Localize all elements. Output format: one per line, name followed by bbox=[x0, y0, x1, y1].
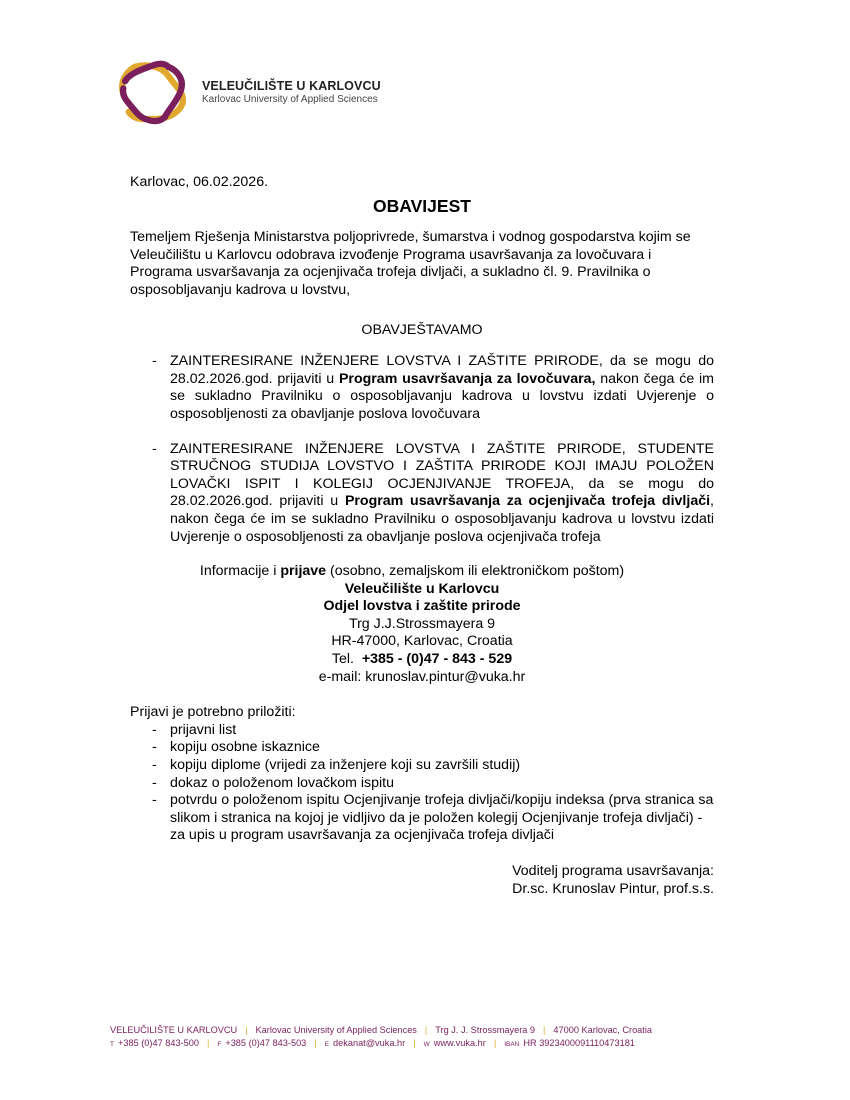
requirement-text: potvrdu o položenom ispitu Ocjenjivanje trofeja divljači/kopiju indeksa (prva stranica sa slikom i stranica na kojoj je vidljivo da je položen kolegij Ocjenjivanje trofeja divljači) - za upis u program usavršavanja za ocjenjivača trofeja divljači bbox=[170, 792, 714, 844]
list-item bbox=[130, 792, 714, 845]
contact-info-text: Informacije i bbox=[199, 563, 281, 580]
list-item bbox=[130, 757, 714, 775]
program-name: Program usavršavanja za lovočuvara, bbox=[338, 370, 596, 387]
contact-info-text: (osobno, zemaljskom ili elektroničkom poštom) bbox=[326, 563, 625, 580]
institution-name: Veleučilište u Karlovcu bbox=[344, 580, 500, 597]
bullet-text: , nakon čega će im se sukladno Pravilniku o osposobljavanju kadrova u lovstvu izdati Uvjerenje o osposobljenosti za obavljanje poslova ocjenjivača trofeja bbox=[170, 493, 714, 545]
intro-paragraph: Temeljem Rješenja Ministarstva poljoprivrede, šumarstva i vodnog gospodarstva kojim se Veleučilištu u Karlovcu odobrava izvođenje Programa usavršavanja za lovočuvara i Programa usvaršavanja za ocjenjivača trofeja divljači, a sukladno čl. 9. Pravilnika o osposobljavanju kadrova u lovstvu, bbox=[130, 229, 691, 298]
contact-info-bold: prijave bbox=[280, 563, 327, 580]
hexagonal-knot-logo-icon bbox=[112, 56, 194, 128]
bullet-text: ZAINTERESIRANE INŽENJERE LOVSTVA I ZAŠTITE PRIRODE, STUDENTE STRUČNOG STUDIJA LOVSTVO I ZAŠTITA PRIRODE KOJI IMAJU POLOŽEN LOVAČKI ISPIT I KOLEGIJ OCJENJIVANJE TROFEJA, da se mogu do 28.02.2026.god. prijaviti u bbox=[170, 440, 714, 510]
requirement-text: prijavni list bbox=[170, 721, 237, 738]
letterhead-footer: VELEUČILIŠTE U KARLOVCU | Karlovac University of Applied Sciences | Trg J. J. Strossmayera 9 | 47000 Karlovac, Croatia T +385 (0)47 843-500 | F +385 (0)47 843-503 | E dekanat@vuka.hr | W www.vuka.hr | IBAN HR 3923400091110473181 bbox=[110, 1025, 652, 1048]
signature-role: Voditelj programa usavršavanja: bbox=[512, 863, 714, 879]
dash-bullet-icon: - bbox=[152, 440, 157, 457]
list-item bbox=[130, 722, 714, 740]
list-item bbox=[130, 353, 714, 423]
dash-bullet-icon: - bbox=[152, 792, 157, 809]
signature-block bbox=[130, 863, 714, 898]
document-date: Karlovac, 06.02.2026. bbox=[130, 174, 269, 190]
letterhead bbox=[112, 56, 381, 128]
email-label: E bbox=[324, 1041, 330, 1048]
bullet-text: nakon čega će im se sukladno Pravilniku o osposobljavanju kadrova u lovstvu izdati Uvjerenje o osposobljenosti za obavljanje poslova lovočuvara bbox=[170, 370, 714, 422]
bullet-text: ZAINTERESIRANE INŽENJERE LOVSTVA I ZAŠTITE PRIRODE, da se mogu do 28.02.2026.god. prijaviti u bbox=[170, 353, 714, 387]
dash-bullet-icon: - bbox=[152, 353, 157, 370]
requirement-text: dokaz o položenom lovačkom ispitu bbox=[170, 774, 394, 791]
list-item bbox=[130, 441, 714, 547]
footer-street: Trg J. J. Strossmayera 9 bbox=[435, 1025, 536, 1035]
dash-bullet-icon: - bbox=[152, 739, 157, 756]
email-link[interactable]: krunoslav.pintur@vuka.hr bbox=[365, 668, 526, 685]
footer-institution: VELEUČILIŠTE U KARLOVCU bbox=[110, 1025, 238, 1035]
iban-label: IBAN bbox=[504, 1041, 520, 1048]
contact-block bbox=[130, 563, 714, 686]
footer-phone: +385 (0)47 843-500 bbox=[117, 1038, 199, 1048]
city-address: HR-47000, Karlovac, Croatia bbox=[331, 633, 513, 650]
street-address: Trg J.J.Strossmayera 9 bbox=[348, 615, 496, 632]
brand-subtitle: Karlovac University of Applied Sciences bbox=[202, 94, 378, 105]
fax-label: F bbox=[217, 1041, 222, 1048]
footer-fax: +385 (0)47 843-503 bbox=[225, 1038, 307, 1048]
dash-bullet-icon: - bbox=[152, 757, 157, 774]
requirements-list bbox=[130, 722, 714, 845]
footer-institution-en: Karlovac University of Applied Sciences bbox=[255, 1025, 417, 1035]
announcement-list bbox=[130, 353, 714, 546]
footer-city: 47000 Karlovac, Croatia bbox=[553, 1025, 652, 1035]
brand-name: VELEUČILIŠTE U KARLOVCU bbox=[202, 79, 381, 93]
requirement-text: kopiju diplome (vrijedi za inženjere koji su završili studij) bbox=[170, 757, 521, 774]
list-item bbox=[130, 775, 714, 793]
subheading: OBAVJEŠTAVAMO bbox=[361, 321, 483, 338]
email-label: e-mail: bbox=[318, 668, 366, 685]
tel-label: Tel. bbox=[331, 651, 362, 668]
document-title: OBAVIJEST bbox=[373, 195, 471, 216]
requirements-section bbox=[130, 704, 714, 845]
requirement-text: kopiju osobne iskaznice bbox=[170, 739, 320, 756]
footer-iban: HR 3923400091110473181 bbox=[523, 1038, 635, 1048]
dash-bullet-icon: - bbox=[152, 774, 157, 791]
program-name: Program usavršavanja za ocjenjivača trofeja divljači bbox=[344, 493, 711, 510]
signature-name: Dr.sc. Krunoslav Pintur, prof.s.s. bbox=[512, 880, 714, 897]
phone-number: +385 - (0)47 - 843 - 529 bbox=[361, 651, 513, 668]
dash-bullet-icon: - bbox=[152, 721, 157, 738]
phone-label: T bbox=[110, 1041, 114, 1048]
requirements-heading: Prijavi je potrebno priložiti: bbox=[130, 704, 296, 721]
footer-email[interactable]: dekanat@vuka.hr bbox=[333, 1038, 406, 1048]
notice-body bbox=[130, 174, 714, 898]
list-item bbox=[130, 739, 714, 757]
department-name: Odjel lovstva i zaštite prirode bbox=[323, 598, 521, 615]
web-label: W bbox=[423, 1041, 430, 1048]
footer-website[interactable]: www.vuka.hr bbox=[433, 1038, 486, 1048]
